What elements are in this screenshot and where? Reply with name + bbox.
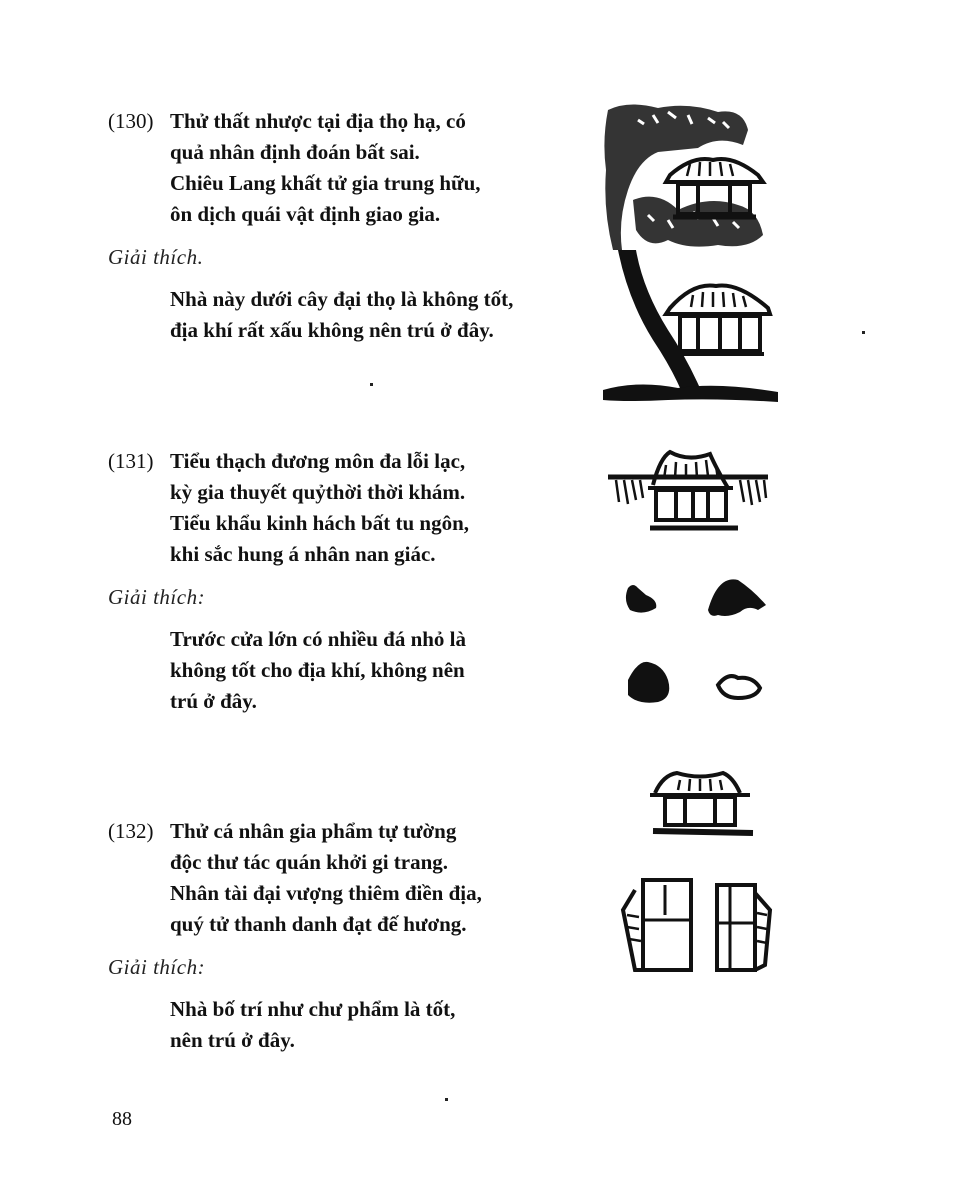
verse-line: độc thư tác quán khởi gi trang.: [170, 850, 449, 874]
explanation-line: trú ở đây.: [170, 689, 257, 713]
entry-131: [108, 446, 588, 717]
entry-130: [108, 106, 588, 346]
page-number: 88: [112, 1108, 132, 1130]
verse-line: khi sắc hung á nhân nan giác.: [170, 542, 436, 566]
explanation-line: không tốt cho địa khí, không nên: [170, 658, 465, 682]
verse-line: Tiểu thạch đương môn đa lỗi lạc,: [170, 449, 466, 473]
entry-number: (130): [108, 109, 154, 133]
verse-line: kỳ gia thuyết quỷthời thời khám.: [170, 480, 466, 504]
explanation-label: Giải thích.: [108, 245, 204, 269]
scan-speck: [445, 1098, 448, 1101]
entry-number: (131): [108, 449, 154, 473]
house-under-large-tree-illustration: [598, 100, 793, 415]
explanation: [108, 624, 588, 717]
house-with-small-stones-illustration: [598, 440, 778, 720]
explanation-line: Nhà này dưới cây đại thọ là không tốt,: [170, 287, 514, 311]
explanation-line: Nhà bố trí như chư phẩm là tốt,: [170, 997, 456, 1021]
verse-line: Thử thất nhược tại địa thọ hạ, có: [170, 109, 466, 133]
verse-line: quả nhân định đoán bất sai.: [170, 140, 420, 164]
verse-line: Nhân tài đại vượng thiêm điền địa,: [170, 881, 482, 905]
explanation-label: Giải thích:: [108, 585, 206, 609]
entry-132: [108, 816, 588, 1056]
explanation: [108, 994, 588, 1056]
explanation-line: nên trú ở đây.: [170, 1028, 295, 1052]
explanation-line: địa khí rất xấu không nên trú ở đây.: [170, 318, 494, 342]
explanation-label: Giải thích:: [108, 955, 206, 979]
house-pham-layout-illustration: [605, 755, 785, 990]
explanation: [108, 284, 588, 346]
verse: [108, 106, 588, 230]
verse: [108, 816, 588, 940]
verse-line: ôn dịch quái vật định giao gia.: [170, 202, 441, 226]
verse-line: Tiểu khẩu kinh hách bất tu ngôn,: [170, 511, 470, 535]
entry-number: (132): [108, 819, 154, 843]
explanation-line: Trước cửa lớn có nhiều đá nhỏ là: [170, 627, 467, 651]
verse-line: Thử cá nhân gia phẩm tự tường: [170, 819, 457, 843]
scan-speck: [370, 383, 373, 386]
verse-line: Chiêu Lang khất tử gia trung hữu,: [170, 171, 481, 195]
scan-speck: [862, 331, 865, 334]
verse: [108, 446, 588, 570]
verse-line: quý tử thanh danh đạt đế hương.: [170, 912, 467, 936]
